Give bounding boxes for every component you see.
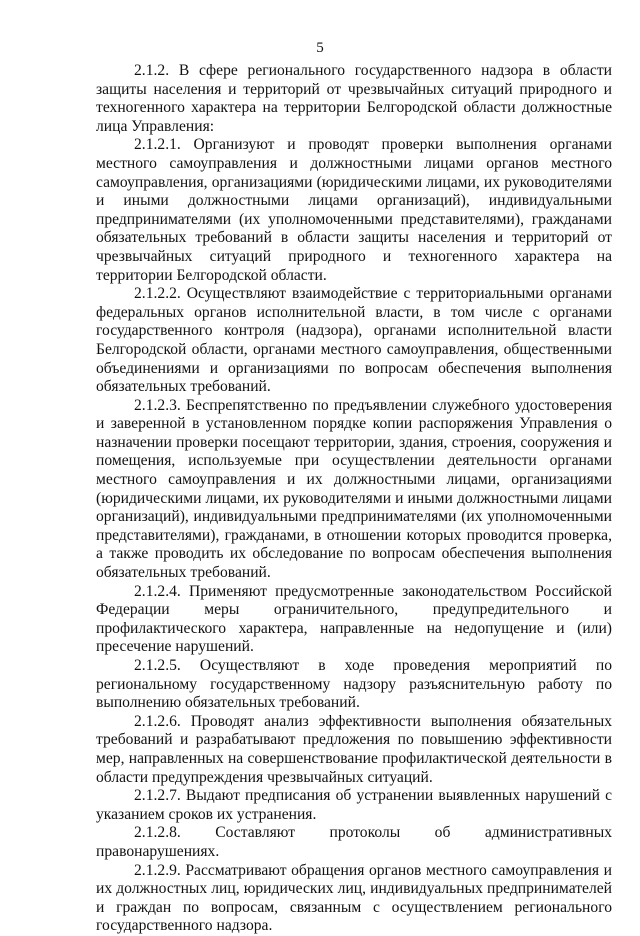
paragraph-2-1-2-8: 2.1.2.8. Составляют протоколы об административных правонарушениях.	[96, 824, 612, 860]
document-body	[96, 62, 612, 936]
paragraph-2-1-2-9: 2.1.2.9. Рассматривают обращения органов местного самоуправления и их должностных лиц, юридических лиц, индивидуальных предпринимателей и граждан по вопросам, связанным с осуществлением регионального государственного надзора.	[96, 861, 612, 935]
paragraph-2-1-2-4: 2.1.2.4. Применяют предусмотренные законодательством Российской Федерации меры ограничительного, предупредительного и профилактического характера, направленные на недопущение и (или) пресечение нарушений.	[96, 582, 612, 656]
paragraph-2-1-2-3: 2.1.2.3. Беспрепятственно по предъявлении служебного удостоверения и заверенной в установленном порядке копии распоряжения Управления о назначении проверки посещают территории, здания, строения, сооружения и помещения, используемые при осуществлении деятельности органами местного самоуправления и их должностными лицами, организациями (юридическими лицами, их руководителями и иными должностными лицами организаций), индивидуальными предпринимателями (их уполномоченными представителями), гражданами, в отношении которых проводится проверка, а также проводить их обследование по вопросам обеспечения выполнения обязательных требований.	[96, 396, 612, 582]
paragraph-2-1-2: 2.1.2. В сфере регионального государственного надзора в области защиты населения и территорий от чрезвычайных ситуаций природного и техногенного характера на территории Белгородской области должностные лица Управления:	[96, 62, 612, 135]
paragraph-2-1-2-5: 2.1.2.5. Осуществляют в ходе проведения мероприятий по региональному государственному надзору разъяснительную работу по выполнению обязательных требований.	[96, 657, 612, 712]
page-number: 5	[316, 40, 324, 56]
paragraph-2-1-2-1: 2.1.2.1. Организуют и проводят проверки выполнения органами местного самоуправления и должностными лицами органов местного самоуправления, организациями (юридическими лицами, их руководителями и иными должностными лицами организаций), индивидуальными предпринимателями (их уполномоченными представителями), гражданами обязательных требований в области защиты населения и территорий от чрезвычайных ситуаций природного и техногенного характера на территории Белгородской области.	[96, 136, 612, 284]
paragraph-2-1-2-2: 2.1.2.2. Осуществляют взаимодействие с территориальными органами федеральных органов исполнительной власти, в том числе с органами государственного контроля (надзора), органами исполнительной власти Белгородской области, органами местного самоуправления, общественными объединениями и организациями по вопросам обеспечения выполнения обязательных требований.	[96, 285, 612, 396]
paragraph-2-1-2-6: 2.1.2.6. Проводят анализ эффективности выполнения обязательных требований и разрабатывают предложения по повышению эффективности мер, направленных на совершенствование профилактической деятельности в области предупреждения чрезвычайных ситуаций.	[96, 712, 612, 786]
paragraph-2-1-2-7: 2.1.2.7. Выдают предписания об устранении выявленных нарушений с указанием сроков их устранения.	[96, 787, 612, 823]
